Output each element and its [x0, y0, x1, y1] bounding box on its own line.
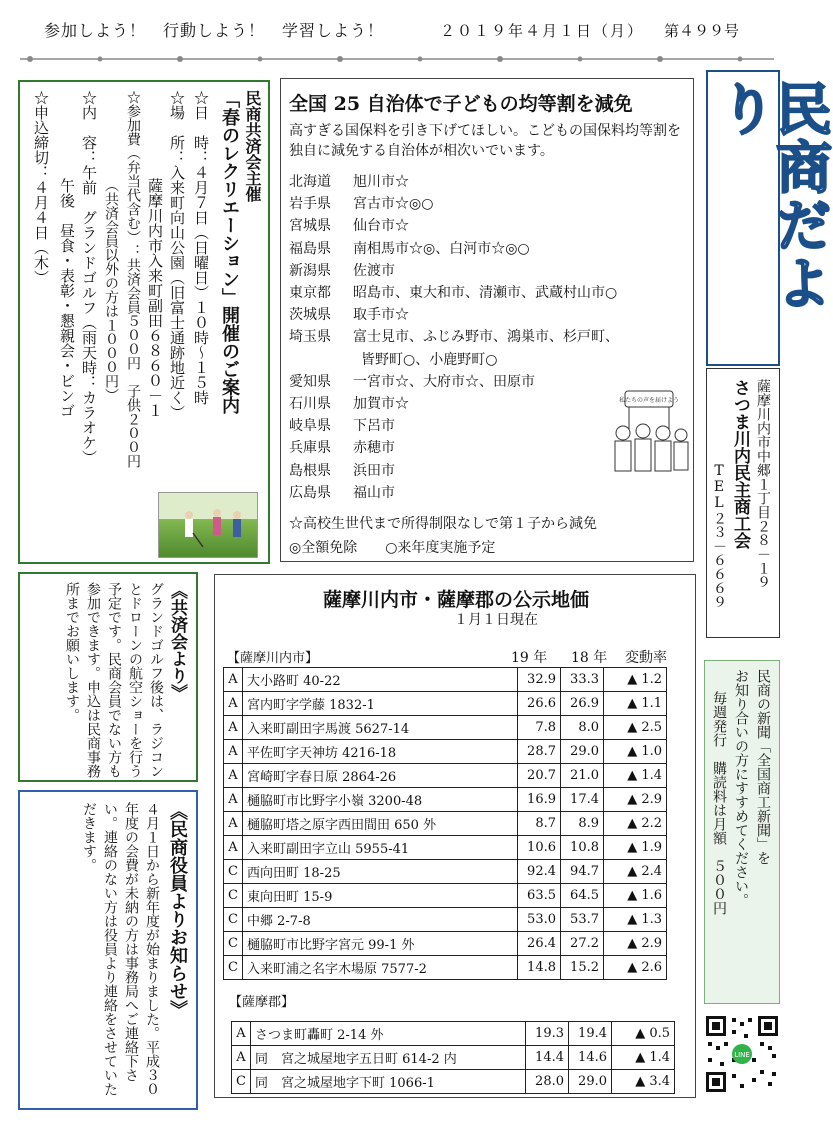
- qr-code-icon[interactable]: [704, 1014, 780, 1094]
- recreation-title: 「春のレクリエーション」開催のご案内: [219, 90, 240, 414]
- prefecture-row: [289, 282, 617, 302]
- column-2018: 18 年: [571, 650, 608, 666]
- address-cell: 平佐町字天神坊 4216-18: [243, 740, 518, 764]
- column-change: 変動率: [625, 650, 667, 666]
- prefecture-name: 広島県: [289, 484, 331, 501]
- prefecture-row: [289, 460, 395, 480]
- land-price-row: [224, 740, 667, 764]
- rank-cell: A: [232, 1022, 251, 1046]
- prefecture-row: [289, 349, 497, 369]
- prefecture-row: [289, 193, 433, 213]
- officers-notice: [18, 790, 198, 1110]
- org-address: 薩摩川内市中郷１丁目２８－１９: [755, 379, 771, 589]
- land-price-table-district: [231, 1021, 675, 1094]
- rank-cell: C: [232, 1070, 251, 1094]
- prefecture-cities: 一宮市☆、大府市☆、田原市: [353, 373, 535, 390]
- prefecture-name: 岩手県: [289, 196, 331, 213]
- column-2019: 19 年: [511, 650, 548, 666]
- prefecture-row: [289, 437, 395, 457]
- golf-players-icon: [159, 493, 257, 557]
- change-rate-cell: ▲ 3.4: [612, 1070, 675, 1094]
- rank-cell: A: [232, 1046, 251, 1070]
- deadline-value: ４月４日（木）: [32, 180, 50, 285]
- change-rate-cell: ▲ 2.4: [604, 860, 667, 884]
- rank-cell: C: [224, 932, 243, 956]
- land-price-row: [224, 956, 667, 980]
- land-price-row: [224, 692, 667, 716]
- change-rate-cell: ▲ 1.4: [612, 1046, 675, 1070]
- prefecture-row: [289, 415, 395, 435]
- address-cell: 同 宮之城屋地字下町 1066-1: [251, 1070, 526, 1094]
- date-label: ☆日 時：: [192, 90, 210, 165]
- kyosai-title: 《共済会より》: [167, 582, 187, 701]
- price-2019-cell: 7.8: [518, 716, 561, 740]
- land-price-row: [224, 788, 667, 812]
- promo-line3: 毎週発行 購読料は月額 ５００円: [711, 691, 727, 915]
- land-price-row: [232, 1022, 675, 1046]
- rank-cell: A: [224, 764, 243, 788]
- page-header: [0, 0, 794, 58]
- prefecture-name: 兵庫県: [289, 440, 331, 457]
- prefecture-cities: 福山市: [353, 484, 395, 501]
- prefecture-cities: 加賀市☆: [353, 396, 409, 412]
- rank-cell: C: [224, 956, 243, 980]
- rank-cell: A: [224, 812, 243, 836]
- land-price-row: [224, 764, 667, 788]
- address-cell: 樋脇町市比野字小嶺 3200-48: [243, 788, 518, 812]
- prefecture-name: 宮城県: [289, 218, 331, 235]
- price-2018-cell: 15.2: [561, 956, 604, 980]
- address-cell: 入来町副田字馬渡 5627-14: [243, 716, 518, 740]
- rank-cell: A: [224, 716, 243, 740]
- land-price-row: [224, 908, 667, 932]
- change-rate-cell: ▲ 2.9: [604, 788, 667, 812]
- prefecture-cities: 宮古市☆◎○: [353, 196, 434, 213]
- article-note-star: ☆高校生世代まで所得制限なしで第１子から減免: [289, 516, 597, 532]
- price-2018-cell: 8.0: [561, 716, 604, 740]
- address-cell: 東向田町 15-9: [243, 884, 518, 908]
- article-lead: 高すぎる国保料を引き下げてほしい。こどもの国保料均等割を独自に減免する自治体が相次いでいます。: [289, 123, 681, 159]
- recreation-content-pm: 午後 昼食・表彰・懇親会・ビンゴ: [58, 178, 76, 418]
- price-2018-cell: 64.5: [561, 884, 604, 908]
- slogan: 参加しよう！ 行動しよう！ 学習しよう！: [44, 21, 385, 40]
- price-2019-cell: 14.8: [518, 956, 561, 980]
- tel-number: ２３－６６６９: [711, 511, 727, 609]
- change-rate-cell: ▲ 1.4: [604, 764, 667, 788]
- address-cell: 宮内町字学藤 1832-1: [243, 692, 518, 716]
- section-satsumasendai: 【薩摩川内市】: [227, 651, 319, 666]
- prefecture-cities: 取手市☆: [353, 307, 409, 324]
- prefecture-cities: 南相馬市☆◎、白河市☆◎○: [353, 240, 530, 257]
- change-rate-cell: ▲ 2.9: [604, 932, 667, 956]
- issue-number: 第４９９号: [664, 22, 740, 40]
- change-rate-cell: ▲ 2.2: [604, 812, 667, 836]
- prefecture-cities: 浜田市: [353, 462, 395, 479]
- article-headline: 全国 25 自治体で子どもの均等割を減免: [289, 93, 633, 115]
- price-2019-cell: 28.0: [526, 1070, 569, 1094]
- protesters-illustration-icon: [607, 389, 691, 485]
- address-cell: 同 宮之城屋地字五日町 614-2 内: [251, 1046, 526, 1070]
- price-2018-cell: 17.4: [561, 788, 604, 812]
- prefecture-row: [289, 393, 409, 413]
- recreation-address: 薩摩川内市入来町副田６８６０－１: [146, 178, 164, 418]
- prefecture-name: 石川県: [289, 396, 331, 412]
- prefecture-row: [289, 238, 530, 258]
- rank-cell: A: [224, 740, 243, 764]
- price-2019-cell: 53.0: [518, 908, 561, 932]
- rank-cell: A: [224, 668, 243, 692]
- land-price-row: [224, 716, 667, 740]
- price-2018-cell: 33.3: [561, 668, 604, 692]
- prefecture-cities: 昭島市、東大和市、清瀬市、武蔵村山市○: [353, 285, 618, 301]
- prefecture-row: [289, 304, 409, 324]
- prefecture-cities: 赤穂市: [353, 440, 395, 457]
- price-2019-cell: 10.6: [518, 836, 561, 860]
- prefecture-name: 北海道: [289, 174, 331, 190]
- change-rate-cell: ▲ 2.6: [604, 956, 667, 980]
- prefecture-name: 島根県: [289, 462, 331, 479]
- golf-photo: [158, 492, 258, 558]
- prefecture-cities: 旭川市☆: [353, 174, 409, 190]
- price-2019-cell: 28.7: [518, 740, 561, 764]
- prefecture-row: [289, 171, 409, 191]
- rank-cell: A: [224, 788, 243, 812]
- newsletter-title: 民商だより: [711, 80, 833, 312]
- change-rate-cell: ▲ 1.9: [604, 836, 667, 860]
- organization-box: [706, 368, 780, 638]
- masthead: [706, 70, 833, 366]
- recreation-content: [81, 90, 96, 510]
- price-2018-cell: 21.0: [561, 764, 604, 788]
- price-2018-cell: 27.2: [561, 932, 604, 956]
- org-phone: [709, 463, 729, 633]
- land-price-title: 薩摩川内市・薩摩郡の公示地価: [322, 589, 589, 611]
- issue-date: ２０１９年４月１日（月）: [440, 22, 645, 40]
- change-rate-cell: ▲ 2.5: [604, 716, 667, 740]
- change-rate-cell: ▲ 1.2: [604, 668, 667, 692]
- officers-body: ４月１日から新年度が始まりました。平成３０年度の会費が未納の方は事務局へご連絡下さい。連絡のない方は役員より連絡をさせていただきます。: [81, 802, 160, 1096]
- land-price-row: [224, 668, 667, 692]
- rank-cell: C: [224, 884, 243, 908]
- prefecture-row: [289, 482, 395, 502]
- price-2019-cell: 32.9: [518, 668, 561, 692]
- prefecture-name: 岐阜県: [289, 418, 331, 435]
- price-2018-cell: 53.7: [561, 908, 604, 932]
- change-rate-cell: ▲ 1.0: [604, 740, 667, 764]
- article-note-circles: ◎全額免除 ○来年度実施予定: [289, 540, 496, 556]
- change-rate-cell: ▲ 1.6: [604, 884, 667, 908]
- prefecture-cities: 下呂市: [353, 418, 395, 435]
- prefecture-name: 東京都: [289, 285, 331, 301]
- price-2019-cell: 92.4: [518, 860, 561, 884]
- prefecture-name: 福島県: [289, 240, 331, 257]
- price-2019-cell: 19.3: [526, 1022, 569, 1046]
- org-name: さつま川内民主商工会: [730, 379, 750, 549]
- prefecture-name: 愛知県: [289, 373, 331, 390]
- place-value: 入来町向山公園（旧富士通跡地近く）: [168, 165, 186, 420]
- deadline-label: ☆申込締切：: [32, 90, 50, 180]
- officers-title: 《民商役員よりお知らせ》: [167, 802, 188, 1018]
- promo-line2: お知り合いの方にすすめてください。: [733, 669, 749, 907]
- price-2018-cell: 8.9: [561, 812, 604, 836]
- prefecture-row: [289, 371, 535, 391]
- price-2019-cell: 20.7: [518, 764, 561, 788]
- line-badge: LINE: [734, 1051, 750, 1059]
- price-2019-cell: 26.6: [518, 692, 561, 716]
- land-price-row: [232, 1046, 675, 1070]
- kyosai-notice: [18, 572, 198, 782]
- land-price-date: １月１日現在: [454, 612, 538, 628]
- prefecture-cities: 仙台市☆: [353, 218, 409, 235]
- land-price-row: [224, 884, 667, 908]
- subsidy-article: [280, 78, 694, 562]
- address-cell: 入来町副田字立山 5955-41: [243, 836, 518, 860]
- land-price-section: [214, 574, 696, 1098]
- section-satsuma-district: 【薩摩郡】: [229, 995, 295, 1010]
- recreation-date: [193, 90, 208, 510]
- land-price-row: [224, 836, 667, 860]
- land-price-row: [224, 932, 667, 956]
- price-2019-cell: 14.4: [526, 1046, 569, 1070]
- content-am: 午前 グランドゴルフ（雨天時：カラオケ）: [80, 165, 98, 465]
- prefecture-name: 埼玉県: [289, 329, 331, 346]
- price-2018-cell: 29.0: [561, 740, 604, 764]
- address-cell: 西向田町 18-25: [243, 860, 518, 884]
- fee-label: ☆参加費: [125, 90, 141, 146]
- price-2018-cell: 10.8: [561, 836, 604, 860]
- newspaper-promo: [704, 660, 780, 1004]
- address-cell: 入来町浦之名字木場原 7577-2: [243, 956, 518, 980]
- flower-border-icon: [20, 52, 774, 66]
- price-2019-cell: 8.7: [518, 812, 561, 836]
- change-rate-cell: ▲ 1.3: [604, 908, 667, 932]
- land-price-row: [224, 812, 667, 836]
- land-price-table-city: [223, 667, 667, 980]
- recreation-fee: [126, 90, 140, 510]
- land-price-row: [224, 860, 667, 884]
- rank-cell: C: [224, 860, 243, 884]
- prefecture-name: 新潟県: [289, 262, 331, 279]
- price-2018-cell: 29.0: [569, 1070, 612, 1094]
- prefecture-row: [289, 326, 619, 346]
- kyosai-body: グランドゴルフ後は、ラジコンとドローンの航空ショーを行う予定です。民商会員でない方も参加できます。申込は民商事務所までお願いします。: [64, 582, 164, 778]
- place-label: ☆場 所：: [168, 90, 186, 165]
- illustration-banner: 私たちの声を届けよう: [618, 397, 680, 404]
- recreation-organizer: 民商共済会主催: [243, 90, 262, 202]
- address-cell: さつま町轟町 2-14 外: [251, 1022, 526, 1046]
- address-cell: 大小路町 40-22: [243, 668, 518, 692]
- date-value: ４月７日（日曜日）１０時～１５時: [192, 165, 210, 405]
- fee-value: （弁当代含む）：共済会員５００円 子供２００円: [125, 146, 141, 468]
- address-cell: 樋脇町塔之原字西田間田 650 外: [243, 812, 518, 836]
- recreation-fee-note: （共済会員以外の方は１０００円）: [103, 178, 119, 402]
- content-label: ☆内 容：: [80, 90, 98, 165]
- address-cell: 宮崎町字春日原 2864-26: [243, 764, 518, 788]
- price-2018-cell: 94.7: [561, 860, 604, 884]
- price-2019-cell: 63.5: [518, 884, 561, 908]
- price-2018-cell: 19.4: [569, 1022, 612, 1046]
- price-2019-cell: 26.4: [518, 932, 561, 956]
- price-2019-cell: 16.9: [518, 788, 561, 812]
- price-2018-cell: 26.9: [561, 692, 604, 716]
- prefecture-cities: 皆野町○、小鹿野町○: [361, 351, 498, 368]
- change-rate-cell: ▲ 1.1: [604, 692, 667, 716]
- land-price-row: [232, 1070, 675, 1094]
- price-2018-cell: 14.6: [569, 1046, 612, 1070]
- prefecture-name: 茨城県: [289, 307, 331, 324]
- promo-line1: 民商の新聞「全国商工新聞」を: [755, 669, 771, 865]
- prefecture-cities: 佐渡市: [353, 262, 395, 279]
- address-cell: 樋脇町市比野字宮元 99-1 外: [243, 932, 518, 956]
- rank-cell: A: [224, 836, 243, 860]
- prefecture-row: [289, 260, 395, 280]
- rank-cell: C: [224, 908, 243, 932]
- change-rate-cell: ▲ 0.5: [612, 1022, 675, 1046]
- prefecture-row: [289, 215, 409, 235]
- prefecture-cities: 富士見市、ふじみ野市、鴻巣市、杉戸町、: [353, 329, 619, 346]
- recreation-deadline: [33, 90, 48, 350]
- tel-label: TEL: [711, 463, 727, 511]
- rank-cell: A: [224, 692, 243, 716]
- address-cell: 中郷 2-7-8: [243, 908, 518, 932]
- recreation-place: [169, 90, 184, 510]
